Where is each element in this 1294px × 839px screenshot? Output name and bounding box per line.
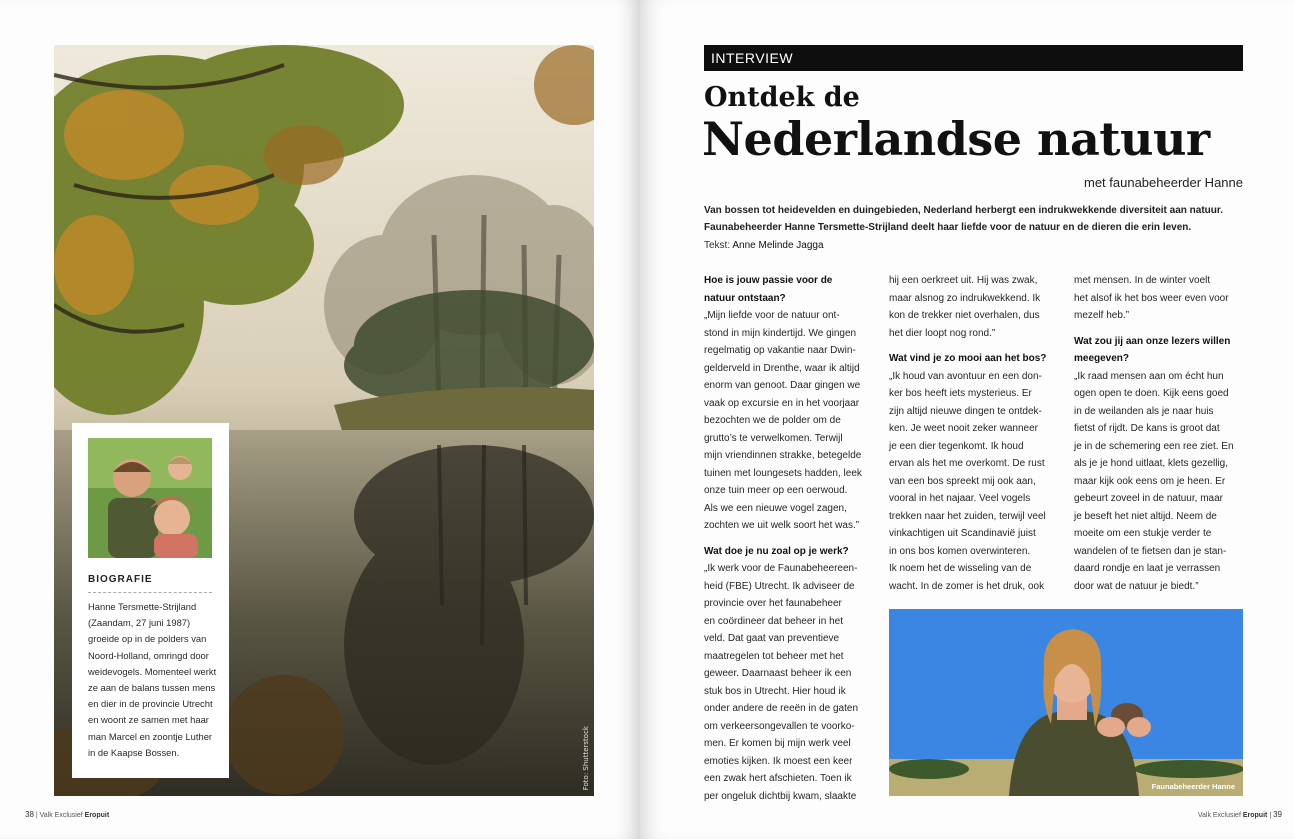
answer-line: in de weilanden als je naar huis (1074, 405, 1214, 417)
question-line: Wat zou jij aan onze lezers willen (1074, 335, 1231, 347)
family-selfie-illustration (88, 438, 212, 558)
answer-line: moeite om een stukje verder te (1074, 528, 1212, 539)
biography-box (72, 423, 229, 778)
paragraph-gap (1074, 325, 1246, 333)
answer-line: wandelen of te fietsen dan je stan- (1074, 545, 1227, 557)
byline-name: Anne Melinde Jagga (732, 240, 824, 251)
answer-line: fietst of rijdt. De kans is groot dat (1074, 423, 1220, 434)
answer-line: onze tuin meer op een oerwoud. (704, 485, 848, 496)
answer-line: het dier loopt nog rond.” (889, 327, 996, 339)
answer-line: „Ik werk voor de Faunabeheereen- (704, 563, 858, 574)
folio-separator: | (35, 812, 38, 819)
answer-line: grutto’s te verwelkomen. Terwijl (704, 432, 843, 444)
answer-line: mezelf heb.” (1074, 310, 1130, 321)
answer-line: hij een oerkreet uit. Hij was zwak, (889, 275, 1038, 286)
right-folio (1198, 810, 1282, 819)
answer-line: trekken naar het zuiden, terwijl veel (889, 510, 1046, 522)
intro-paragraph (704, 203, 1249, 236)
folio-separator: | (1269, 812, 1272, 819)
byline-label: Tekst: (704, 240, 731, 251)
text-column-3 (1074, 272, 1246, 595)
left-page (0, 0, 640, 839)
question-line: natuur ontstaan? (704, 292, 786, 304)
answer-line: ken. Je weet nooit zeker wanneer (889, 423, 1038, 434)
question-line: Wat doe je nu zoal op je werk? (704, 545, 849, 557)
answer-line: vaak op excursie en in het voorjaar (704, 397, 860, 409)
answer-line: geweer. Daarnaast beheer ik een (704, 668, 852, 679)
intro-line: Van bossen tot heidevelden en duingebieden, Nederland herbergt een indrukwekkende diversiteit aan natuur. (704, 205, 1224, 216)
answer-line: ker bos heeft iets mysterieus. Er (889, 388, 1032, 399)
answer-line: maar alsnog zo indrukwekkend. Ik (889, 292, 1041, 304)
answer-line: gebeurt zoveel in de natuur, maar (1074, 493, 1223, 504)
answer-line: om verkeersongevallen te voorko- (704, 720, 855, 732)
subtitle: met faunabeheerder Hanne (1083, 175, 1243, 190)
answer-line: ogen open te doen. Kijk eens goed (1074, 388, 1229, 399)
bio-line: ze aan de balans tussen mens (88, 682, 216, 694)
answer-line: je een dier tegenkomt. Ik houd (889, 440, 1024, 452)
answer-line: gelderveld in Drenthe, waar ik altijd (704, 362, 860, 374)
bio-heading: BIOGRAFIE (88, 574, 153, 585)
photo-credit: Foto: Shutterstock (582, 725, 590, 790)
answer-line: provincie over het faunabeheer (704, 598, 842, 609)
answer-line: je in de schemering een ree ziet. En (1074, 440, 1234, 452)
portrait-photo (889, 609, 1243, 796)
rubric-bar: INTERVIEW (704, 45, 1243, 71)
answer-line: zijn altijd nieuwe dingen te ontdek- (889, 405, 1042, 417)
bio-line: (Zaandam, 27 juni 1987) (88, 617, 191, 629)
answer-line: en coördineer dat beheer in het (704, 615, 843, 627)
bio-line: in de Kaapse Bossen. (88, 746, 180, 758)
answer-line: vooral in het najaar. Veel vogels (889, 493, 1031, 504)
answer-line: stond in mijn kindertijd. We gingen (704, 327, 857, 339)
section-name: Eropuit (84, 812, 110, 819)
text-column-1 (704, 272, 874, 805)
answer-line: „Ik houd van avontuur en een don- (889, 370, 1042, 382)
paragraph-gap (889, 342, 1061, 350)
answer-line: als je je hond uitlaat, klets gezellig, (1074, 458, 1228, 469)
bio-divider (88, 592, 212, 593)
family-photo (88, 438, 212, 558)
intro-line: Faunabeheerder Hanne Tersmette-Strijland deelt haar liefde voor de natuur en de dieren die erin leven. (704, 221, 1192, 233)
answer-line: daard rondje en laat je verrassen (1074, 563, 1221, 574)
answer-line: bezochten we de polder om de (704, 415, 841, 426)
answer-line: heid (FBE) Utrecht. Ik adviseer de (704, 580, 855, 592)
answer-line: „Ik raad mensen aan om écht hun (1074, 370, 1224, 382)
question-line: Wat vind je zo mooi aan het bos? (889, 353, 1047, 364)
bio-line: Hanne Tersmette-Strijland (88, 601, 197, 612)
answer-line: door wat de natuur je biedt.” (1074, 580, 1199, 592)
answer-line: „Mijn liefde voor de natuur ont- (704, 310, 840, 321)
title-line-2: Nederlandse natuur (702, 112, 1210, 166)
answer-line: enorm van genoot. Daar gingen we (704, 380, 861, 391)
page-number: 38 (25, 810, 34, 819)
bio-line: en woont ze samen met haar (88, 714, 209, 726)
answer-line: een zwak hert afschieten. Toen ik (704, 773, 852, 784)
answer-line: onder andere de reeën in de gaten (704, 703, 859, 714)
answer-line: ervan als het me overkomt. De rust (889, 458, 1045, 469)
answer-line: wacht. In de zomer is het druk, ook (889, 580, 1045, 592)
portrait-caption: Faunabeheerder Hanne (1151, 782, 1235, 791)
answer-line: maatregelen tot beheer met het (704, 650, 844, 662)
answer-line: je beseft het niet altijd. Neem de (1074, 510, 1217, 522)
answer-line: het alsof ik het bos weer even voor (1074, 292, 1229, 304)
bio-line: groeide op in de polders van (88, 633, 207, 645)
answer-line: Ik noem het de wisseling van de (889, 563, 1032, 574)
question-line: Hoe is jouw passie voor de (704, 275, 833, 286)
answer-line: maar kijk ook eens om je heen. Er (1074, 475, 1226, 487)
answer-line: vinkachtigen uit Scandinavië juist (889, 528, 1036, 539)
answer-line: emoties kijken. Ik moest een keer (704, 755, 853, 767)
page-number: 39 (1273, 810, 1282, 819)
answer-line: veld. Dat gaat van preventieve (704, 633, 840, 644)
answer-line: tuinen met loungesets hadden, leek (704, 467, 862, 479)
section-name: Eropuit (1242, 812, 1268, 819)
bio-line: man Marcel en zoontje Luther (88, 730, 213, 742)
left-folio (25, 810, 109, 819)
magazine-name: Valk Exclusief (39, 812, 83, 819)
question-line: meegeven? (1074, 353, 1130, 364)
answer-line: per ongeluk dichtbij kwam, slaakte (704, 790, 857, 802)
answer-line: kon de trekker niet overhalen, dus (889, 310, 1040, 321)
bio-line: weidevogels. Momenteel werkt (88, 665, 217, 677)
magazine-name: Valk Exclusief (1197, 812, 1241, 819)
answer-line: van een bos spreekt mij ook aan, (889, 475, 1036, 487)
right-page (640, 0, 1294, 839)
byline (704, 240, 824, 251)
bio-line: Noord-Holland, omringd door (88, 649, 209, 661)
answer-line: Als we een nieuwe vogel zagen, (704, 502, 847, 514)
answer-line: zochten we uit welk soort het was.” (704, 520, 860, 531)
portrait-illustration (889, 609, 1243, 796)
text-column-2 (889, 272, 1061, 595)
answer-line: met mensen. In de winter voelt (1074, 275, 1211, 286)
answer-line: in ons bos komen overwinteren. (889, 545, 1031, 557)
answer-line: mijn vriendinnen strakke, betegelde (704, 450, 862, 461)
bio-line: en dier in de provincie Utrecht (88, 698, 213, 710)
paragraph-gap (704, 535, 874, 543)
title-line-1: Ontdek de (704, 82, 860, 113)
answer-line: men. Er komen bij mijn werk veel (704, 738, 851, 749)
answer-line: stuk bos in Utrecht. Hier houd ik (704, 685, 846, 697)
answer-line: regelmatig op vakantie naar Dwin- (704, 345, 856, 356)
bio-text (88, 599, 218, 761)
